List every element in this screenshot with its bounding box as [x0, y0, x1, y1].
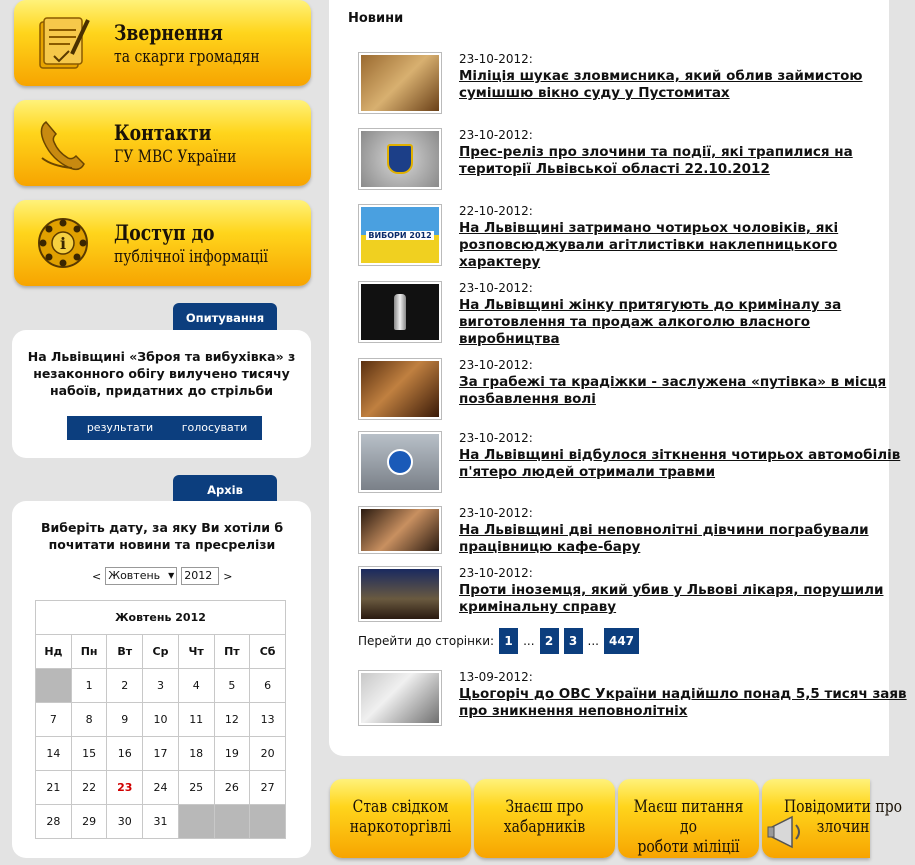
public-info-button[interactable] [14, 200, 311, 286]
news-headline-line: Міліція шукає зловмисника, який облив займистою [459, 68, 863, 84]
pagination-ellipsis: ... [587, 634, 599, 648]
news-date: 23-10-2012: [459, 566, 533, 580]
results-button[interactable]: результати [67, 416, 173, 440]
button-label-line: Повідомити про [784, 797, 903, 817]
contacts-title: Контакти [114, 120, 212, 145]
weekday-header: Пн [71, 635, 107, 669]
appeals-button[interactable] [14, 0, 311, 86]
weekday-header: Нд [36, 635, 72, 669]
police-question-button[interactable] [618, 779, 759, 858]
button-label-line: Маєш питання до [633, 797, 744, 837]
calendar-day[interactable]: 15 [71, 737, 107, 771]
calendar-day[interactable]: 7 [36, 703, 72, 737]
document-pen-icon [34, 14, 92, 72]
weekday-header: Ср [143, 635, 179, 669]
news-headline-line: На Львівщині затримано чотирьох чоловіків, які [459, 220, 839, 236]
news-date: 23-10-2012: [459, 358, 533, 372]
calendar-day[interactable]: 10 [143, 703, 179, 737]
info-dial-icon [34, 214, 92, 272]
news-headline-line: Цьогоріч до ОВС України надійшло понад 5,5 тисяч заяв [459, 686, 907, 702]
appeals-title: Звернення [114, 20, 223, 45]
button-label [631, 797, 747, 857]
news-thumbnail[interactable] [358, 358, 442, 420]
news-thumbnail[interactable] [358, 670, 442, 726]
news-headline[interactable] [459, 686, 907, 720]
calendar-caption: Жовтень 2012 [36, 601, 286, 635]
next-month-arrow[interactable]: > [223, 569, 233, 583]
news-item [358, 431, 901, 495]
news-date: 23-10-2012: [459, 506, 533, 520]
news-headline[interactable] [459, 144, 879, 178]
news-headline-line: На Львівщині жінку притягують до криміналу за [459, 297, 842, 313]
month-select-value: Жовтень [108, 569, 161, 582]
calendar-day[interactable]: 29 [71, 805, 107, 839]
calendar-day[interactable]: 22 [71, 771, 107, 805]
news-thumbnail[interactable] [358, 204, 442, 266]
weekday-header: Сб [250, 635, 286, 669]
poll-question: На Львівщині «Зброя та вибухівка» з незаконного обігу вилучено тисячу набоїв, придатних до стрільби [27, 349, 296, 398]
news-headline-line: Проти іноземця, який убив у Львові лікаря, порушили [459, 582, 884, 598]
button-label [487, 797, 603, 837]
bribery-report-button[interactable] [474, 779, 615, 858]
news-headline-line: На Львівщині відбулося зіткнення чотирьох автомобілів [459, 447, 901, 463]
calendar-day[interactable]: 23 [107, 771, 143, 805]
calendar-day[interactable]: 27 [250, 771, 286, 805]
news-item [358, 566, 884, 622]
news-headline[interactable] [459, 68, 879, 102]
news-headline[interactable] [459, 220, 879, 271]
calendar-day[interactable]: 16 [107, 737, 143, 771]
news-date: 22-10-2012: [459, 204, 533, 218]
button-label-line: роботи міліції [637, 837, 740, 857]
prev-month-arrow[interactable]: < [92, 569, 102, 583]
news-date: 23-10-2012: [459, 431, 533, 445]
news-item [358, 358, 887, 422]
chevron-down-icon: ▼ [168, 571, 175, 580]
page-link-3[interactable]: 3 [564, 628, 583, 654]
news-item [358, 128, 878, 192]
calendar-empty-cell [36, 669, 72, 703]
news-headline[interactable] [459, 297, 879, 348]
calendar-week [36, 805, 286, 839]
news-headline[interactable] [459, 582, 884, 616]
pagination-label: Перейти до сторінки: [358, 634, 495, 648]
calendar-day[interactable]: 1 [71, 669, 107, 703]
calendar-day[interactable]: 26 [214, 771, 250, 805]
news-thumbnail[interactable] [358, 128, 442, 190]
calendar-day[interactable]: 21 [36, 771, 72, 805]
news-headline-line: характеру [459, 254, 541, 270]
weekday-header: Чт [178, 635, 214, 669]
calendar-empty-cell [178, 805, 214, 839]
public-info-subtitle: публічної інформації [114, 247, 269, 267]
calendar-day[interactable]: 3 [143, 669, 179, 703]
news-thumbnail[interactable] [358, 506, 442, 554]
news-date: 23-10-2012: [459, 281, 533, 295]
page-link-1[interactable]: 1 [499, 628, 518, 654]
news-headline-line: розповсюджували агітлистівки наклепницького [459, 237, 838, 253]
calendar-day[interactable]: 28 [36, 805, 72, 839]
calendar-day[interactable]: 19 [214, 737, 250, 771]
calendar-week [36, 771, 286, 805]
poll-panel [12, 330, 311, 458]
weekday-header: Пт [214, 635, 250, 669]
calendar-day[interactable]: 2 [107, 669, 143, 703]
calendar [35, 600, 286, 839]
calendar-day[interactable]: 17 [143, 737, 179, 771]
pagination [358, 628, 639, 654]
calendar-day[interactable]: 9 [107, 703, 143, 737]
news-headline-line: виробництва [459, 331, 560, 347]
news-thumbnail[interactable] [358, 281, 442, 343]
news-thumbnail[interactable] [358, 566, 442, 622]
button-label [343, 797, 459, 837]
news-item [358, 204, 878, 268]
calendar-week [36, 737, 286, 771]
news-headline-line: кримінальну справу [459, 599, 617, 615]
news-headline-line: сумішшю вікно суду у Пустомитах [459, 85, 730, 101]
report-crime-button[interactable] [762, 779, 903, 858]
tab-archive[interactable]: Архів [173, 475, 277, 503]
calendar-day[interactable]: 4 [178, 669, 214, 703]
public-info-title: Доступ до [114, 220, 215, 245]
page-link-last[interactable]: 447 [604, 628, 639, 654]
news-item [358, 281, 878, 345]
drug-trafficking-witness-button[interactable] [330, 779, 471, 858]
archive-panel [12, 501, 311, 858]
calendar-day[interactable]: 20 [250, 737, 286, 771]
appeals-subtitle: та скарги громадян [114, 47, 260, 67]
news-item [358, 506, 878, 556]
pagination-ellipsis: ... [523, 634, 535, 648]
vote-button[interactable]: голосувати [167, 416, 262, 440]
calendar-day[interactable]: 31 [143, 805, 179, 839]
news-thumbnail[interactable] [358, 52, 442, 114]
calendar-day[interactable]: 5 [214, 669, 250, 703]
button-label [784, 797, 915, 837]
news-thumbnail[interactable] [358, 431, 442, 493]
year-input[interactable]: 2012 [181, 567, 219, 585]
news-headline-line: виготовлення та продаж алкоголю власного [459, 314, 811, 330]
calendar-day[interactable]: 30 [107, 805, 143, 839]
news-headline-line: працівницю кафе-бару [459, 539, 641, 555]
calendar-week [36, 703, 286, 737]
calendar-day[interactable]: 14 [36, 737, 72, 771]
news-headline[interactable] [459, 522, 879, 556]
calendar-day[interactable]: 13 [250, 703, 286, 737]
news-headline[interactable] [459, 374, 887, 408]
news-headline-line: На Львівщині дві неповнолітні дівчини пограбували [459, 522, 869, 538]
news-item [358, 670, 907, 726]
news-headline-line: території Львівської області 22.10.2012 [459, 161, 770, 177]
button-label-line: хабарників [503, 817, 586, 837]
calendar-day[interactable]: 18 [178, 737, 214, 771]
news-date: 23-10-2012: [459, 52, 533, 66]
button-label-line: Став свідком [352, 797, 449, 817]
tab-poll[interactable]: Опитування [173, 303, 277, 331]
month-select[interactable] [105, 567, 177, 585]
news-headline-line: Прес-реліз про злочини та події, які трапилися на [459, 144, 853, 160]
page-link-2[interactable]: 2 [540, 628, 559, 654]
calendar-day[interactable]: 25 [178, 771, 214, 805]
calendar-day[interactable]: 24 [143, 771, 179, 805]
calendar-empty-cell [214, 805, 250, 839]
news-date: 23-10-2012: [459, 128, 533, 142]
calendar-day[interactable]: 8 [71, 703, 107, 737]
calendar-empty-cell [250, 805, 286, 839]
news-section-title: Новини [348, 11, 404, 26]
news-headline[interactable] [459, 447, 901, 481]
news-headline-line: За грабежі та крадіжки - заслужена «путівка» в місця [459, 374, 887, 390]
button-label-line: злочин [816, 817, 870, 837]
archive-prompt: Виберіть дату, за яку Ви хотіли б почитати новини та пресрелізи [40, 520, 284, 552]
news-headline-line: про зникнення неповнолітніх [459, 703, 688, 719]
contacts-subtitle: ГУ МВС України [114, 147, 237, 167]
svg-text:i: i [59, 234, 67, 253]
thumbnail-caption: ВИБОРИ 2012 [368, 230, 432, 240]
news-headline-line: позбавлення волі [459, 391, 596, 407]
calendar-day[interactable]: 6 [250, 669, 286, 703]
telephone-icon [34, 114, 92, 172]
calendar-week [36, 669, 286, 703]
news-item [358, 52, 878, 116]
calendar-day[interactable]: 11 [178, 703, 214, 737]
button-label-line: Знаєш про [505, 797, 584, 817]
contacts-button[interactable] [14, 100, 311, 186]
news-date: 13-09-2012: [459, 670, 533, 684]
news-headline-line: п'ятеро людей отримали травми [459, 464, 716, 480]
button-label-line: наркоторгівлі [349, 817, 452, 837]
date-selector [92, 567, 232, 585]
calendar-day[interactable]: 12 [214, 703, 250, 737]
weekday-header: Вт [107, 635, 143, 669]
